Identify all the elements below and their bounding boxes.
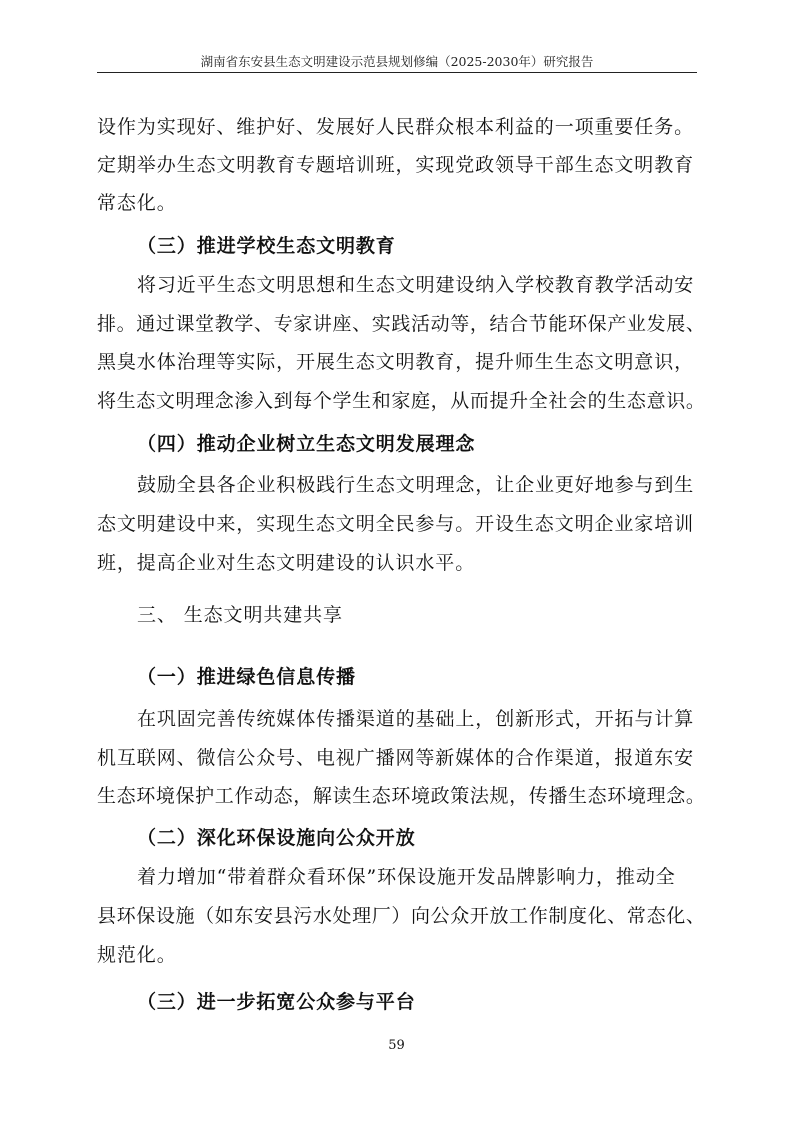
paragraph-line: 生态环境保护工作动态，解读生态环境政策法规，传播生态环境理念。 <box>97 785 706 807</box>
paragraph-line: 鼓励全县各企业积极践行生态文明理念，让企业更好地参与到生 <box>137 474 695 496</box>
paragraph-line: 将习近平生态文明思想和生态文明建设纳入学校教育教学活动安 <box>137 274 695 296</box>
running-header: 湖南省东安县生态文明建设示范县规划修编（2025-2030年）研究报告 <box>200 54 594 69</box>
paragraph-line: 黑臭水体治理等实际，开展生态文明教育，提升师生生态文明意识， <box>97 351 695 373</box>
paragraph-line: 常态化。 <box>97 192 177 214</box>
paragraph-line: 着力增加“带着群众看环保”环保设施开发品牌影响力，推动全 <box>137 866 676 888</box>
paragraph-line: 班，提高企业对生态文明建设的认识水平。 <box>97 552 476 574</box>
paragraph-line: 态文明建设中来，实现生态文明全民参与。开设生态文明企业家培训 <box>97 513 695 535</box>
subsection-heading: （一）推进绿色信息传播 <box>137 666 356 688</box>
paragraph-line: 规范化。 <box>97 944 177 966</box>
subsection-heading: （四）推动企业树立生态文明发展理念 <box>137 433 476 455</box>
page-number: 59 <box>388 1038 405 1053</box>
paragraph-line: 排。通过课堂教学、专家讲座、实践活动等，结合节能环保产业发展、 <box>97 313 706 335</box>
paragraph-line: 县环保设施（如东安县污水处理厂）向公众开放工作制度化、常态化、 <box>97 905 706 927</box>
paragraph-line: 定期举办生态文明教育专题培训班，实现党政领导干部生态文明教育 <box>97 154 695 176</box>
subsection-heading: （二）深化环保设施向公众开放 <box>137 827 416 849</box>
paragraph-line: 在巩固完善传统媒体传播渠道的基础上，创新形式，开拓与计算 <box>137 708 695 730</box>
header-divider <box>97 72 697 73</box>
paragraph-line: 机互联网、微信公众号、电视广播网等新媒体的合作渠道，报道东安 <box>97 747 695 769</box>
subsection-heading: （三）推进学校生态文明教育 <box>137 235 396 257</box>
subsection-heading: （三）进一步拓宽公众参与平台 <box>137 991 416 1013</box>
paragraph-line: 将生态文明理念渗入到每个学生和家庭，从而提升全社会的生态意识。 <box>97 390 706 412</box>
section-heading: 三、 生态文明共建共享 <box>137 604 343 626</box>
paragraph-line: 设作为实现好、维护好、发展好人民群众根本利益的一项重要任务。 <box>97 116 695 138</box>
